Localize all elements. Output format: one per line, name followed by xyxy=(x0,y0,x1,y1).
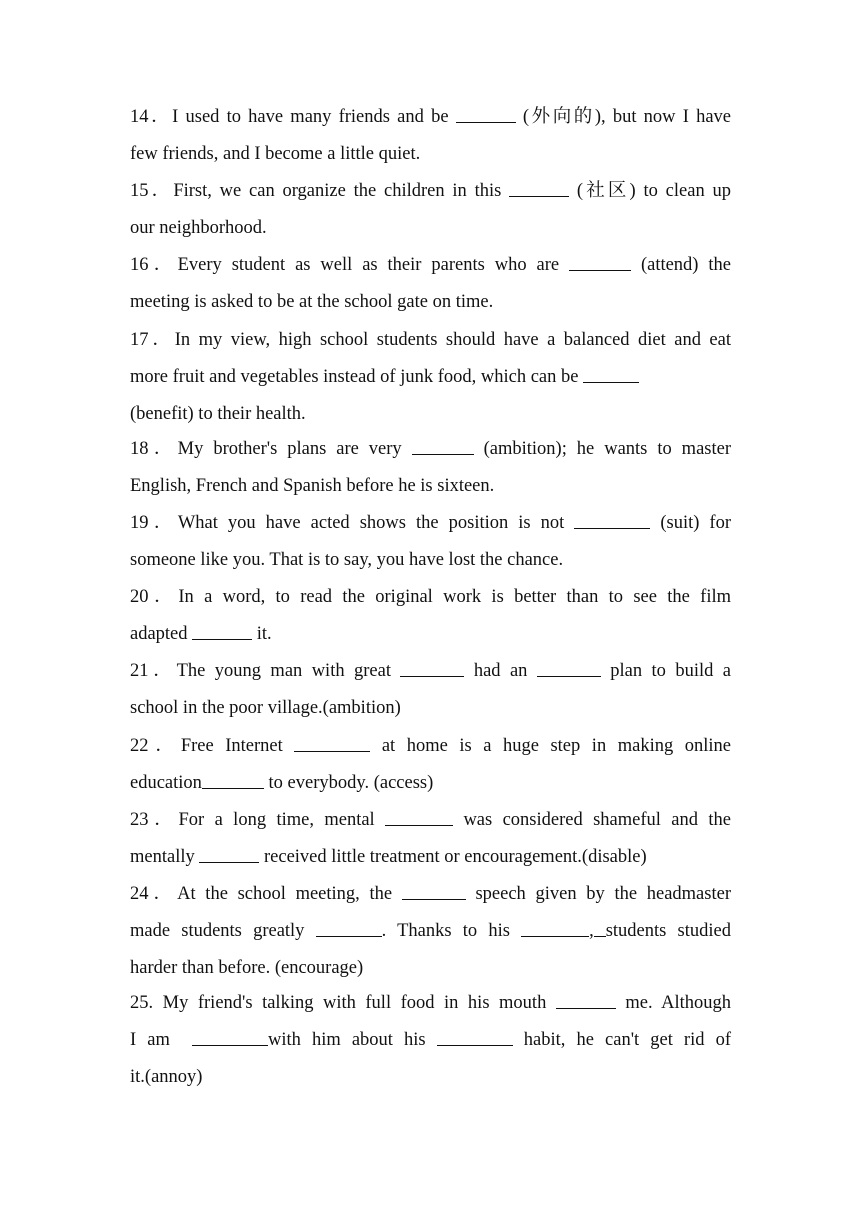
question-text: 17．In my view, high school students should have a balanced diet and eat xyxy=(130,330,731,350)
question-line xyxy=(130,950,731,987)
question-text: was considered shameful and the xyxy=(453,810,731,830)
question-text: 16．Every student as well as their parents who are xyxy=(130,255,570,275)
question-text: me. Although xyxy=(615,993,731,1013)
answer-blank[interactable] xyxy=(192,621,252,640)
question-text: (ambition); he wants to master xyxy=(473,439,731,459)
question-text: 19．What you have acted shows the position is not xyxy=(130,513,575,533)
question-17 xyxy=(130,322,731,433)
question-text: 24．At the school meeting, the xyxy=(130,884,402,904)
question-text: 14．I used to have many friends and be xyxy=(130,107,456,127)
answer-blank[interactable] xyxy=(412,436,474,455)
question-text: I am xyxy=(130,1030,193,1050)
question-line xyxy=(130,579,731,616)
question-text: 20．In a word, to read the original work is better than to see the film xyxy=(130,587,731,607)
question-line xyxy=(130,173,731,210)
question-line xyxy=(130,468,731,505)
question-15 xyxy=(130,173,731,247)
question-line xyxy=(130,322,731,359)
question-line xyxy=(130,728,731,765)
question-text: (attend) the xyxy=(631,255,731,275)
question-text: 23．For a long time, mental xyxy=(130,810,386,830)
question-line xyxy=(130,431,731,468)
question-text: (外向的), but now I have xyxy=(515,107,732,127)
question-line xyxy=(130,1059,731,1096)
question-25 xyxy=(130,985,731,1096)
question-20 xyxy=(130,579,731,653)
question-text: 21．The young man with great xyxy=(130,661,401,681)
question-text: our neighborhood. xyxy=(130,218,267,238)
question-line xyxy=(130,765,731,802)
question-19 xyxy=(130,505,731,579)
answer-blank[interactable] xyxy=(521,918,589,937)
question-text: mentally xyxy=(130,847,200,867)
question-line xyxy=(130,359,731,396)
answer-blank[interactable] xyxy=(437,1027,513,1046)
answer-blank[interactable] xyxy=(316,918,382,937)
answer-blank[interactable] xyxy=(569,252,631,271)
question-text: (社区) to clean up xyxy=(569,181,731,201)
question-line xyxy=(130,284,731,321)
question-line xyxy=(130,247,731,284)
question-21 xyxy=(130,653,731,727)
answer-blank[interactable] xyxy=(400,658,464,677)
answer-blank[interactable] xyxy=(594,918,606,937)
answer-blank[interactable] xyxy=(199,844,259,863)
question-text: (benefit) to their health. xyxy=(130,404,306,424)
answer-blank[interactable] xyxy=(537,658,601,677)
question-text: 22．Free Internet xyxy=(130,736,295,756)
question-text: school in the poor village.(ambition) xyxy=(130,698,401,718)
question-23 xyxy=(130,802,731,876)
question-text: to everybody. (access) xyxy=(263,773,434,793)
question-line xyxy=(130,839,731,876)
question-text: adapted xyxy=(130,624,193,644)
question-line xyxy=(130,985,731,1022)
question-text: made students greatly xyxy=(130,921,316,941)
question-text: speech given by the headmaster xyxy=(465,884,731,904)
question-text: education xyxy=(130,773,202,793)
question-line xyxy=(130,690,731,727)
question-text: , xyxy=(589,921,594,941)
question-22 xyxy=(130,728,731,802)
question-text: had an xyxy=(464,661,537,681)
answer-blank[interactable] xyxy=(402,881,466,900)
question-text: (suit) for xyxy=(650,513,731,533)
question-text: . Thanks to his xyxy=(381,921,522,941)
question-line xyxy=(130,653,731,690)
answer-blank[interactable] xyxy=(202,770,264,789)
question-text: meeting is asked to be at the school gate on time. xyxy=(130,292,494,312)
answer-blank[interactable] xyxy=(509,178,569,197)
question-text: 18．My brother's plans are very xyxy=(130,439,412,459)
question-text: plan to build a xyxy=(600,661,731,681)
question-line xyxy=(130,616,731,653)
question-text: it.(annoy) xyxy=(130,1067,203,1087)
question-line xyxy=(130,876,731,913)
question-text: received little treatment or encouragement.(disable) xyxy=(259,847,647,867)
question-18 xyxy=(130,431,731,505)
answer-blank[interactable] xyxy=(574,510,650,529)
answer-blank[interactable] xyxy=(192,1027,268,1046)
question-text: 15．First, we can organize the children in this xyxy=(130,181,510,201)
question-line xyxy=(130,913,731,950)
question-text: English, French and Spanish before he is sixteen. xyxy=(130,476,495,496)
question-line xyxy=(130,210,731,247)
question-text: habit, he can't get rid of xyxy=(512,1030,731,1050)
question-text: at home is a huge step in making online xyxy=(370,736,731,756)
question-text: harder than before. (encourage) xyxy=(130,958,364,978)
question-line xyxy=(130,99,731,136)
question-16 xyxy=(130,247,731,321)
question-text: it. xyxy=(252,624,272,644)
question-line xyxy=(130,136,731,173)
question-text: students studied xyxy=(605,921,731,941)
question-line xyxy=(130,505,731,542)
question-line xyxy=(130,396,731,433)
question-line xyxy=(130,1022,731,1059)
question-line xyxy=(130,802,731,839)
question-14 xyxy=(130,99,731,173)
question-text: 25. My friend's talking with full food in his mouth xyxy=(130,993,556,1013)
question-text: someone like you. That is to say, you have lost the chance. xyxy=(130,550,564,570)
answer-blank[interactable] xyxy=(583,364,639,383)
question-text: few friends, and I become a little quiet. xyxy=(130,144,421,164)
answer-blank[interactable] xyxy=(556,990,616,1009)
answer-blank[interactable] xyxy=(456,104,516,123)
answer-blank[interactable] xyxy=(294,733,370,752)
question-line xyxy=(130,542,731,579)
question-text: with him about his xyxy=(268,1030,437,1050)
question-24 xyxy=(130,876,731,987)
question-text: more fruit and vegetables instead of junk food, which can be xyxy=(130,367,584,387)
answer-blank[interactable] xyxy=(385,807,453,826)
